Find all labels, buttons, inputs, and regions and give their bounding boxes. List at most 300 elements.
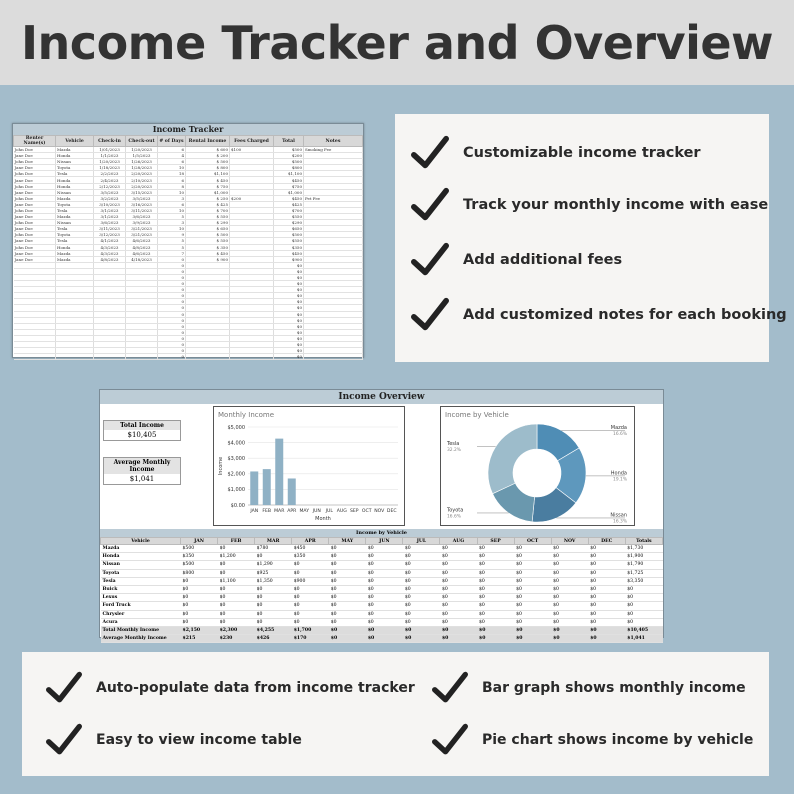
tracker-cell[interactable]: 3/2/2023	[94, 195, 126, 201]
tracker-cell[interactable]: 3/6/2023	[126, 214, 158, 220]
tracker-cell[interactable]: Honda	[56, 177, 94, 183]
tracker-cell[interactable]	[56, 354, 94, 360]
tracker-cell[interactable]: $0	[274, 323, 304, 329]
tracker-cell[interactable]: 0	[158, 317, 186, 323]
vehicle-cell[interactable]: $0	[329, 569, 366, 577]
tracker-cell[interactable]: Tesla	[56, 238, 94, 244]
vehicle-cell[interactable]: $0	[403, 569, 440, 577]
tracker-cell[interactable]: 1/01/2023	[94, 147, 126, 153]
vehicle-cell[interactable]: $0	[514, 577, 551, 585]
tracker-cell[interactable]: 1/20/2023	[94, 159, 126, 165]
vehicle-cell[interactable]: $1,725	[625, 569, 662, 577]
tracker-cell[interactable]: 1/5/2023	[126, 153, 158, 159]
tracker-cell[interactable]: 3/11/2023	[94, 226, 126, 232]
vehicle-cell[interactable]: $0	[366, 569, 403, 577]
vehicle-cell[interactable]: $0	[514, 602, 551, 610]
tracker-cell[interactable]: 3/10/2023	[94, 201, 126, 207]
tracker-cell[interactable]: Toyota	[56, 232, 94, 238]
tracker-cell[interactable]: $ 450	[186, 250, 230, 256]
tracker-cell[interactable]: 0	[158, 329, 186, 335]
vehicle-cell[interactable]: $0	[514, 618, 551, 626]
tracker-cell[interactable]: 2/4/2023	[94, 177, 126, 183]
vehicle-cell[interactable]: Toyota	[101, 569, 181, 577]
vehicle-cell[interactable]: $0	[218, 545, 255, 553]
tracker-cell[interactable]: $550	[274, 238, 304, 244]
vehicle-cell[interactable]: $0	[551, 585, 588, 593]
vehicle-cell[interactable]: Honda	[101, 553, 181, 561]
vehicle-cell[interactable]: $1,790	[625, 561, 662, 569]
vehicle-cell[interactable]: $0	[329, 602, 366, 610]
tracker-cell[interactable]: $0	[274, 342, 304, 348]
tracker-cell[interactable]: 6	[158, 147, 186, 153]
tracker-cell[interactable]: 2/12/2023	[94, 183, 126, 189]
vehicle-cell[interactable]: $1,900	[625, 553, 662, 561]
vehicle-cell[interactable]: $0	[255, 594, 292, 602]
tracker-cell[interactable]: 3/9/2023	[126, 220, 158, 226]
tracker-cell[interactable]: Nissan	[56, 189, 94, 195]
tracker-cell[interactable]: $700	[274, 207, 304, 213]
vehicle-cell[interactable]: Ford Truck	[101, 602, 181, 610]
vehicle-cell[interactable]: $800	[181, 569, 218, 577]
tracker-cell[interactable]: Honda	[56, 244, 94, 250]
vehicle-cell[interactable]: $0	[329, 594, 366, 602]
tracker-cell[interactable]: Tesla	[56, 171, 94, 177]
vehicle-cell[interactable]: $0	[551, 545, 588, 553]
vehicle-cell[interactable]: $0	[440, 610, 477, 618]
vehicle-cell[interactable]: Tesla	[101, 577, 181, 585]
vehicle-cell[interactable]: $0	[588, 569, 625, 577]
tracker-cell[interactable]: 3/11/2023	[126, 207, 158, 213]
vehicle-cell[interactable]: $0	[403, 594, 440, 602]
tracker-cell[interactable]: 0	[158, 281, 186, 287]
vehicle-cell[interactable]: $0	[588, 545, 625, 553]
vehicle-cell[interactable]: $0	[292, 602, 329, 610]
tracker-cell[interactable]: $ 350	[186, 244, 230, 250]
vehicle-cell[interactable]: $0	[588, 610, 625, 618]
tracker-cell[interactable]: $0	[274, 311, 304, 317]
tracker-cell[interactable]: $0	[274, 268, 304, 274]
tracker-cell[interactable]: 3/21/2023	[126, 226, 158, 232]
tracker-cell[interactable]	[186, 354, 230, 360]
vehicle-cell[interactable]: $0	[551, 577, 588, 585]
vehicle-cell[interactable]: $0	[181, 602, 218, 610]
tracker-cell[interactable]: 6	[158, 201, 186, 207]
tracker-cell[interactable]: 0	[158, 354, 186, 360]
vehicle-cell[interactable]: $0	[588, 618, 625, 626]
tracker-cell[interactable]: $1,000	[274, 189, 304, 195]
vehicle-cell[interactable]: Acura	[101, 618, 181, 626]
vehicle-cell[interactable]: $0	[551, 569, 588, 577]
vehicle-cell[interactable]: $0	[551, 594, 588, 602]
tracker-cell[interactable]: John Doe	[14, 159, 56, 165]
vehicle-cell[interactable]: $0	[625, 602, 662, 610]
tracker-cell[interactable]: $0	[274, 293, 304, 299]
vehicle-cell[interactable]: $0	[403, 585, 440, 593]
vehicle-cell[interactable]: $0	[440, 545, 477, 553]
vehicle-cell[interactable]: Chrysler	[101, 610, 181, 618]
tracker-cell[interactable]: 4/18/2023	[126, 256, 158, 262]
tracker-cell[interactable]: $290	[274, 220, 304, 226]
vehicle-cell[interactable]: $0	[588, 577, 625, 585]
vehicle-cell[interactable]: $0	[514, 585, 551, 593]
vehicle-cell[interactable]: $0	[181, 618, 218, 626]
tracker-cell[interactable]: $0	[274, 335, 304, 341]
tracker-cell[interactable]: $500	[274, 147, 304, 153]
tracker-cell[interactable]: 4/8/2023	[94, 256, 126, 262]
vehicle-cell[interactable]: $0	[514, 545, 551, 553]
vehicle-cell[interactable]: $0	[218, 561, 255, 569]
vehicle-cell[interactable]: Mazda	[101, 545, 181, 553]
tracker-cell[interactable]: $0	[274, 262, 304, 268]
vehicle-cell[interactable]: $0	[329, 577, 366, 585]
vehicle-cell[interactable]: $0	[440, 577, 477, 585]
vehicle-cell[interactable]: $0	[440, 594, 477, 602]
vehicle-cell[interactable]: $0	[625, 618, 662, 626]
vehicle-cell[interactable]: $0	[440, 585, 477, 593]
tracker-cell[interactable]: $500	[274, 232, 304, 238]
tracker-cell[interactable]: 0	[158, 335, 186, 341]
tracker-cell[interactable]: Nissan	[56, 220, 94, 226]
vehicle-cell[interactable]: $350	[292, 553, 329, 561]
tracker-cell[interactable]: Tesla	[56, 207, 94, 213]
vehicle-cell[interactable]: $0	[366, 618, 403, 626]
vehicle-cell[interactable]: $350	[181, 553, 218, 561]
tracker-cell[interactable]: $450	[274, 195, 304, 201]
vehicle-cell[interactable]: $0	[551, 610, 588, 618]
tracker-cell[interactable]: 4/3/2023	[94, 244, 126, 250]
tracker-cell[interactable]: 2/20/2023	[126, 171, 158, 177]
tracker-cell[interactable]: $0	[274, 329, 304, 335]
tracker-cell[interactable]: 2/20/2023	[126, 183, 158, 189]
vehicle-cell[interactable]: $0	[551, 561, 588, 569]
tracker-cell[interactable]: $ 550	[186, 214, 230, 220]
tracker-cell[interactable]: $ 500	[186, 232, 230, 238]
vehicle-cell[interactable]: $0	[255, 618, 292, 626]
vehicle-cell[interactable]: $0	[366, 561, 403, 569]
tracker-cell[interactable]: 0	[158, 293, 186, 299]
tracker-cell[interactable]: $ 200	[186, 153, 230, 159]
vehicle-cell[interactable]: $0	[329, 618, 366, 626]
vehicle-cell[interactable]: $500	[181, 561, 218, 569]
tracker-cell[interactable]: 18	[158, 171, 186, 177]
vehicle-cell[interactable]: $0	[218, 618, 255, 626]
tracker-cell[interactable]: John Doe	[14, 147, 56, 153]
tracker-cell[interactable]: $ 450	[186, 177, 230, 183]
vehicle-cell[interactable]: $0	[181, 594, 218, 602]
vehicle-cell[interactable]: $0	[292, 594, 329, 602]
vehicle-cell[interactable]: $0	[514, 569, 551, 577]
tracker-cell[interactable]: 6	[158, 159, 186, 165]
vehicle-cell[interactable]: $0	[477, 585, 514, 593]
tracker-cell[interactable]: 3/16/2023	[126, 201, 158, 207]
vehicle-cell[interactable]: $0	[440, 561, 477, 569]
vehicle-cell[interactable]: $0	[292, 585, 329, 593]
tracker-cell[interactable]: 0	[158, 262, 186, 268]
tracker-cell[interactable]: Smoking Fee	[304, 147, 363, 153]
tracker-cell[interactable]: $ 250	[186, 195, 230, 201]
vehicle-cell[interactable]: $0	[403, 577, 440, 585]
vehicle-cell[interactable]: $1,730	[625, 545, 662, 553]
vehicle-cell[interactable]: Buick	[101, 585, 181, 593]
vehicle-cell[interactable]: $0	[181, 585, 218, 593]
tracker-cell[interactable]: Honda	[56, 153, 94, 159]
tracker-cell[interactable]: 1/26/2023	[126, 159, 158, 165]
vehicle-cell[interactable]: $0	[514, 594, 551, 602]
tracker-cell[interactable]: 3/5/2023	[94, 189, 126, 195]
vehicle-cell[interactable]: Nissan	[101, 561, 181, 569]
tracker-cell[interactable]: 10	[158, 189, 186, 195]
tracker-cell[interactable]: Nissan	[56, 159, 94, 165]
vehicle-cell[interactable]: $1,290	[255, 561, 292, 569]
tracker-cell[interactable]: 0	[158, 323, 186, 329]
tracker-cell[interactable]: $0	[274, 354, 304, 360]
tracker-cell[interactable]: $0	[274, 317, 304, 323]
tracker-cell[interactable]: Honda	[56, 183, 94, 189]
vehicle-cell[interactable]: $0	[625, 594, 662, 602]
vehicle-cell[interactable]: $0	[403, 618, 440, 626]
tracker-cell[interactable]: 1/1/2023	[94, 153, 126, 159]
tracker-cell[interactable]: $ 900	[186, 256, 230, 262]
tracker-cell[interactable]: $900	[274, 256, 304, 262]
tracker-cell[interactable]: Pet Fee	[304, 195, 363, 201]
vehicle-cell[interactable]: $0	[255, 610, 292, 618]
vehicle-cell[interactable]: $0	[588, 585, 625, 593]
tracker-cell[interactable]: John Doe	[14, 195, 56, 201]
tracker-cell[interactable]: 1/18/2023	[94, 165, 126, 171]
tracker-cell[interactable]: $0	[274, 299, 304, 305]
tracker-cell[interactable]: $0	[274, 274, 304, 280]
vehicle-cell[interactable]: $0	[255, 602, 292, 610]
vehicle-cell[interactable]: $0	[366, 577, 403, 585]
vehicle-cell[interactable]: $0	[403, 610, 440, 618]
vehicle-cell[interactable]: $0	[440, 553, 477, 561]
tracker-cell[interactable]: John Doe	[14, 232, 56, 238]
tracker-cell[interactable]: 3/5/2023	[126, 195, 158, 201]
tracker-cell[interactable]: $0	[274, 287, 304, 293]
vehicle-cell[interactable]: $0	[255, 553, 292, 561]
vehicle-cell[interactable]: $0	[329, 553, 366, 561]
vehicle-cell[interactable]: $0	[403, 545, 440, 553]
tracker-cell[interactable]: 0	[158, 305, 186, 311]
vehicle-cell[interactable]: $0	[329, 585, 366, 593]
tracker-cell[interactable]: $ 600	[186, 147, 230, 153]
tracker-cell[interactable]: 8	[158, 183, 186, 189]
vehicle-cell[interactable]: $0	[366, 602, 403, 610]
tracker-cell[interactable]: 9	[158, 232, 186, 238]
tracker-cell[interactable]: 3/15/2023	[126, 189, 158, 195]
vehicle-cell[interactable]: $0	[255, 585, 292, 593]
vehicle-cell[interactable]: $0	[366, 545, 403, 553]
tracker-cell[interactable]: 3/1/2023	[94, 214, 126, 220]
tracker-cell[interactable]: 4/3/2023	[94, 250, 126, 256]
vehicle-cell[interactable]: $450	[292, 545, 329, 553]
tracker-cell[interactable]: $500	[274, 159, 304, 165]
tracker-cell[interactable]: $ 425	[186, 201, 230, 207]
tracker-cell[interactable]: 5	[158, 244, 186, 250]
tracker-cell[interactable]: John Doe	[14, 171, 56, 177]
vehicle-cell[interactable]: $0	[514, 553, 551, 561]
vehicle-cell[interactable]: $0	[329, 545, 366, 553]
tracker-cell[interactable]: Jane Doe	[14, 177, 56, 183]
tracker-cell[interactable]	[126, 354, 158, 360]
tracker-cell[interactable]: Mazda	[56, 195, 94, 201]
tracker-cell[interactable]: $650	[274, 226, 304, 232]
tracker-cell[interactable]: 0	[158, 287, 186, 293]
tracker-cell[interactable]: Mazda	[56, 214, 94, 220]
tracker-cell[interactable]: $ 650	[186, 226, 230, 232]
tracker-cell[interactable]: $450	[274, 177, 304, 183]
vehicle-cell[interactable]: $0	[551, 602, 588, 610]
vehicle-cell[interactable]: $3,350	[625, 577, 662, 585]
tracker-cell[interactable]: $200	[230, 195, 274, 201]
tracker-cell[interactable]: 0	[158, 299, 186, 305]
vehicle-cell[interactable]: $0	[477, 594, 514, 602]
vehicle-cell[interactable]: $0	[514, 610, 551, 618]
tracker-cell[interactable]: Tesla	[56, 226, 94, 232]
tracker-cell[interactable]: Mazda	[56, 256, 94, 262]
vehicle-cell[interactable]: $0	[292, 618, 329, 626]
tracker-cell[interactable]: 10	[158, 165, 186, 171]
tracker-cell[interactable]: $1,100	[274, 171, 304, 177]
tracker-cell[interactable]: 3	[158, 220, 186, 226]
tracker-cell[interactable]	[94, 354, 126, 360]
vehicle-cell[interactable]: $0	[292, 610, 329, 618]
vehicle-cell[interactable]: $0	[477, 602, 514, 610]
tracker-cell[interactable]: 7	[158, 250, 186, 256]
vehicle-cell[interactable]: $0	[625, 610, 662, 618]
vehicle-cell[interactable]: $0	[366, 594, 403, 602]
tracker-cell[interactable]: $0	[274, 281, 304, 287]
tracker-cell[interactable]: 3/6/2023	[94, 220, 126, 226]
tracker-cell[interactable]: 3/1/2023	[94, 207, 126, 213]
vehicle-cell[interactable]: $0	[588, 594, 625, 602]
tracker-cell[interactable]: 6	[158, 177, 186, 183]
vehicle-cell[interactable]: $0	[477, 561, 514, 569]
tracker-cell[interactable]: 10	[158, 226, 186, 232]
tracker-cell[interactable]: John Doe	[14, 183, 56, 189]
vehicle-cell[interactable]: $0	[440, 602, 477, 610]
vehicle-cell[interactable]: $0	[218, 569, 255, 577]
vehicle-cell[interactable]: $0	[551, 618, 588, 626]
vehicle-cell[interactable]: $0	[477, 618, 514, 626]
vehicle-cell[interactable]: $0	[218, 594, 255, 602]
tracker-cell[interactable]: $ 290	[186, 220, 230, 226]
tracker-cell[interactable]: 0	[158, 348, 186, 354]
tracker-cell[interactable]: 0	[158, 256, 186, 262]
vehicle-cell[interactable]: $0	[181, 610, 218, 618]
vehicle-cell[interactable]: Lexus	[101, 594, 181, 602]
tracker-cell[interactable]	[304, 354, 363, 360]
vehicle-cell[interactable]: $0	[514, 561, 551, 569]
tracker-cell[interactable]: 1/28/2023	[126, 165, 158, 171]
vehicle-cell[interactable]: $0	[477, 553, 514, 561]
tracker-cell[interactable]: Jane Doe	[14, 256, 56, 262]
vehicle-cell[interactable]: $0	[477, 569, 514, 577]
vehicle-cell[interactable]: $0	[181, 577, 218, 585]
vehicle-cell[interactable]: $0	[588, 602, 625, 610]
tracker-cell[interactable]: 2/10/2023	[126, 177, 158, 183]
vehicle-cell[interactable]: $0	[588, 553, 625, 561]
vehicle-cell[interactable]: $0	[440, 618, 477, 626]
vehicle-cell[interactable]: $0	[329, 561, 366, 569]
tracker-cell[interactable]: 3/21/2023	[126, 232, 158, 238]
vehicle-cell[interactable]: $0	[477, 610, 514, 618]
vehicle-cell[interactable]: $900	[292, 577, 329, 585]
tracker-cell[interactable]: 5	[158, 214, 186, 220]
tracker-cell[interactable]: $350	[274, 244, 304, 250]
vehicle-cell[interactable]: $0	[329, 610, 366, 618]
tracker-cell[interactable]: Mazda	[56, 147, 94, 153]
tracker-cell[interactable]: Toyota	[56, 201, 94, 207]
tracker-cell[interactable]: $ 750	[186, 183, 230, 189]
vehicle-cell[interactable]: $0	[477, 545, 514, 553]
tracker-cell[interactable]: John Doe	[14, 244, 56, 250]
vehicle-cell[interactable]: $0	[218, 602, 255, 610]
tracker-cell[interactable]: $1,000	[186, 189, 230, 195]
vehicle-cell[interactable]: $0	[366, 610, 403, 618]
tracker-cell[interactable]: 4/6/2023	[126, 250, 158, 256]
tracker-cell[interactable]: Jane Doe	[14, 238, 56, 244]
vehicle-cell[interactable]: $0	[625, 585, 662, 593]
tracker-cell[interactable]: 3/12/2023	[94, 232, 126, 238]
tracker-cell[interactable]: 4/1/2023	[94, 238, 126, 244]
vehicle-cell[interactable]: $0	[366, 585, 403, 593]
vehicle-cell[interactable]: $500	[181, 545, 218, 553]
tracker-cell[interactable]: 0	[158, 311, 186, 317]
tracker-cell[interactable]: 0	[158, 274, 186, 280]
tracker-cell[interactable]: 2/2/2023	[94, 171, 126, 177]
tracker-cell[interactable]: 0	[158, 268, 186, 274]
vehicle-cell[interactable]: $0	[218, 610, 255, 618]
tracker-cell[interactable]: $ 550	[186, 238, 230, 244]
tracker-cell[interactable]: 5	[158, 238, 186, 244]
tracker-cell[interactable]: $ 700	[186, 207, 230, 213]
tracker-cell[interactable]: $550	[274, 214, 304, 220]
tracker-cell[interactable]: Jane Doe	[14, 165, 56, 171]
tracker-cell[interactable]: $750	[274, 183, 304, 189]
tracker-cell[interactable]: $0	[274, 305, 304, 311]
tracker-cell[interactable]: $425	[274, 201, 304, 207]
tracker-cell[interactable]: 10	[158, 207, 186, 213]
tracker-cell[interactable]: 4/8/2023	[126, 244, 158, 250]
tracker-cell[interactable]: Jane Doe	[14, 250, 56, 256]
vehicle-cell[interactable]: $0	[366, 553, 403, 561]
vehicle-cell[interactable]: $0	[403, 553, 440, 561]
vehicle-cell[interactable]: $1,350	[255, 577, 292, 585]
tracker-cell[interactable]: 3	[158, 195, 186, 201]
tracker-cell[interactable]: 0	[158, 342, 186, 348]
tracker-cell[interactable]: Jane Doe	[14, 214, 56, 220]
tracker-cell[interactable]	[14, 354, 56, 360]
vehicle-cell[interactable]: $0	[477, 577, 514, 585]
tracker-cell[interactable]: $0	[274, 348, 304, 354]
tracker-cell[interactable]: $800	[274, 165, 304, 171]
tracker-cell[interactable]: $ 800	[186, 165, 230, 171]
vehicle-cell[interactable]: $925	[255, 569, 292, 577]
tracker-cell[interactable]: Jane Doe	[14, 153, 56, 159]
tracker-cell[interactable]	[230, 354, 274, 360]
tracker-cell[interactable]: $1,100	[186, 171, 230, 177]
vehicle-cell[interactable]: $0	[292, 569, 329, 577]
vehicle-cell[interactable]: $0	[403, 602, 440, 610]
tracker-cell[interactable]: 4/6/2023	[126, 238, 158, 244]
tracker-cell[interactable]: Jane Doe	[14, 201, 56, 207]
tracker-cell[interactable]: 1/20/2023	[126, 147, 158, 153]
vehicle-cell[interactable]: $0	[588, 561, 625, 569]
tracker-cell[interactable]: Mazda	[56, 250, 94, 256]
vehicle-cell[interactable]: $0	[440, 569, 477, 577]
vehicle-cell[interactable]: $0	[403, 561, 440, 569]
